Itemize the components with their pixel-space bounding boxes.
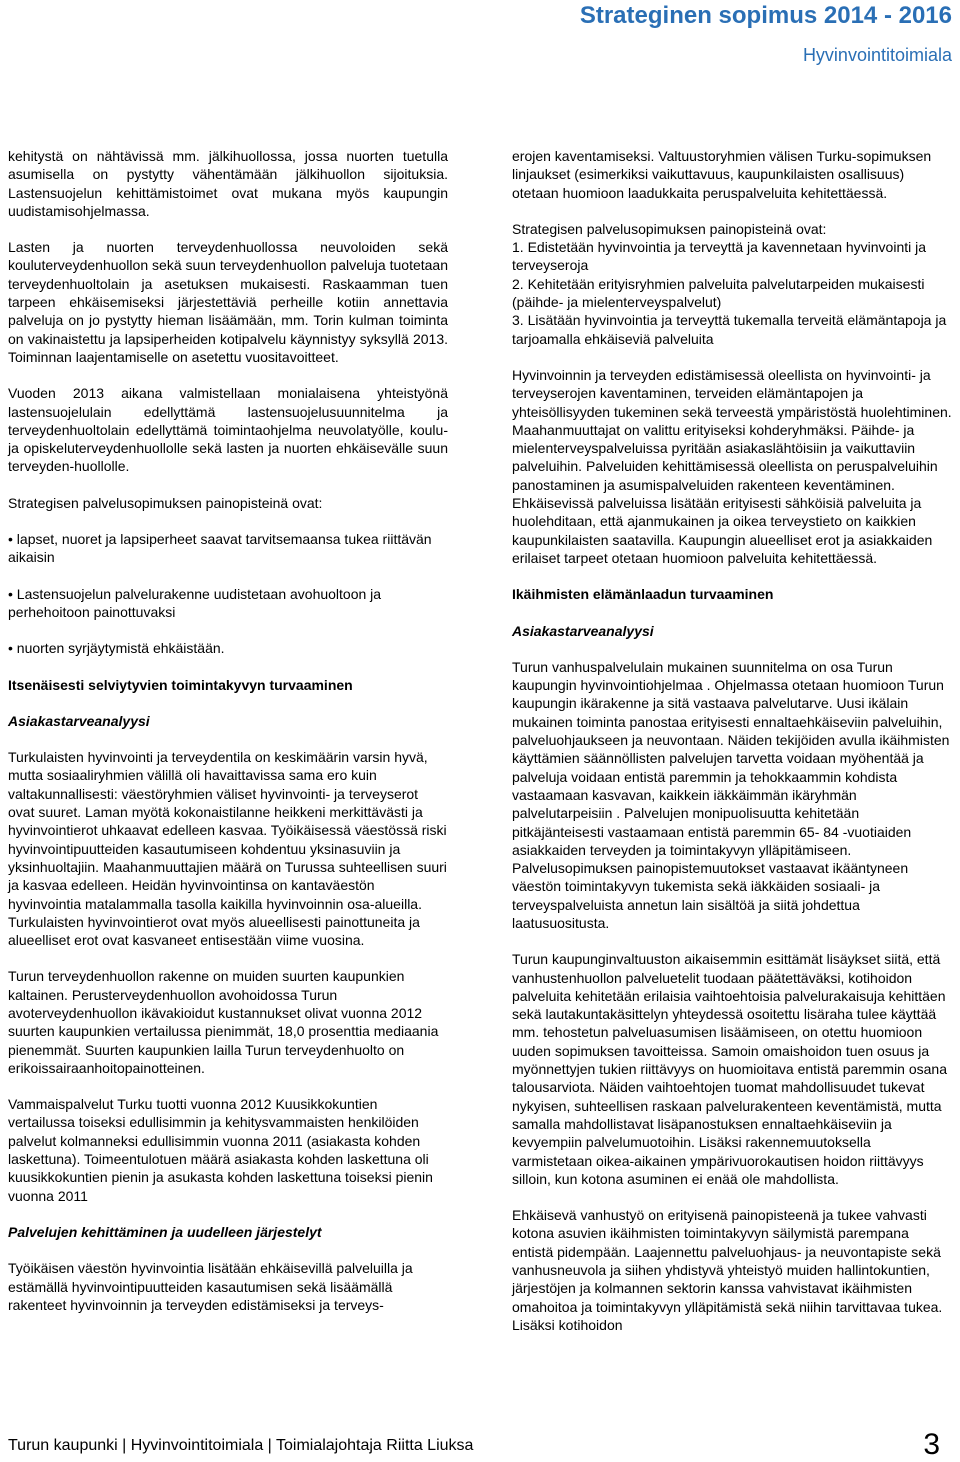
paragraph: Turun kaupunginvaltuuston aikaisemmin esittämät lisäykset siitä, että vanhustenhuollon palveluetelit tuodaan päätettäväksi, kotihoidon palveluita kehitetään erilaisia vaihtoehtoisia palvelurakaisuja kehittäen sekä lautakuntakäsittelyn yhteydessä osoitettu lisäraha tulee käyttää mm. tehostetun palveluasumisen lisäämiseen, on otettu huomioon uuden sopimuksen tavoitteissa. Samoin omaishoidon tuen osuus ja myönnettyjen tukien riittävyys on huomioitava entistä paremmin osana talousarviota. Näiden vaihtoehtojen tuomat mahdollisuudet tukevat nykyisen, suhteellisen raskaan palvelurakenteen keventämistä, mutta samalla mahdollistavat lisäpanostuksen ennaltaehkäiseviin ja kevyempiin palvelumuotoihin. Lisäksi rakennemuutoksella varmistetaan oikea-aikainen ympärivuorokautisen hoidon riittävyys silloin, kun kotona asuminen ei enää ole mahdollista. <box>512 951 947 1187</box>
page-number: 3 <box>923 1428 940 1461</box>
paragraph: Lasten ja nuorten terveydenhuollossa neuvoloiden sekä kouluterveydenhuollon sekä suun terveydenhuollon palveluja tuotetaan terveydenhuoltolain ja asetuksen mukaisesti. Raskaamman tuen tarpeen ehkäisemiseksi järjestettäviä perheille kotiin annettavia palveluja on jo pystytty hieman lisäämään, mm. Torin kulman toiminta on vakinaistettu ja lapsiperheiden kotipalvelu käynnistyy syksyllä 2013. Toiminnan laajentamiselle on asetettu vuositavoitteet. <box>8 239 448 365</box>
paragraph: Turkulaisten hyvinvointi ja terveydentila on keskimäärin varsin hyvä, mutta sosiaaliryhmien välillä oli havaittavissa sama ero kuin valtakunnallisesti: väestöryhmien väliset hyvinvointi- ja terveyserot ovat suuret. Laman myötä kokonaistilanne heikkeni merkittävästi ja hyvinvointierot uhkaavat edelleen kasvaa. Työikäisessä väestössä riski hyvinvointipuutteiden kasautumiseen kohdentuu yksinasuviin ja yksinhuoltajiin. Maahanmuuttajien määrä on Turussa suhteellisen suuri ja kasvaa edelleen. Heidän hyvinvointinsa on kantaväestön hyvinvointia matalammalla tasolla kaikilla hyvinvoinnin osa-alueilla. Turkulaisten hyvinvointierot ovat myös alueellisesti painottuneita ja alueelliset erot ovat kasvaneet entisestään viime vuosina. <box>8 749 447 949</box>
section-heading: Ikäihmisten elämänlaadun turvaaminen <box>512 586 774 603</box>
paragraph: Vuoden 2013 aikana valmistellaan monialaisena yhteistyönä lastensuojelulain edellyttämä lastensuojelusuunnitelma ja terveydenhuoltolain edellyttämä toimintaohjelma neuvolatyölle, koulu- ja opiskeluterveydenhuollolle sekä lasten ja nuorten ehkäisevälle suun terveyden-huollolle. <box>8 385 448 475</box>
list-item: 1. Edistetään hyvinvointia ja terveyttä ja kavennetaan hyvinvointi ja terveyseroja <box>512 239 927 274</box>
paragraph: Strategisen palvelusopimuksen painopisteinä ovat: <box>512 220 827 237</box>
left-column <box>8 147 448 1314</box>
paragraph: erojen kaventamiseksi. Valtuustoryhmien välisen Turku-sopimuksen linjaukset (esimerkiksi vaikuttavuus, kaupunkilaisten osallisuus) otetaan huomioon laadukkaita peruspalveluita kehitettäessä. <box>512 148 932 201</box>
footer-text: Turun kaupunki | Hyvinvointitoimiala | Toimialajohtaja Riitta Liuksa <box>8 1437 474 1454</box>
list-item: • Lastensuojelun palvelurakenne uudistetaan avohuoltoon ja perhehoitoon painottuvaksi <box>8 585 382 620</box>
bullet-list <box>8 530 448 657</box>
section-subheading: Asiakastarveanalyysi <box>8 712 150 729</box>
section-subheading: Palvelujen kehittäminen ja uudelleen järjestelyt <box>8 1223 322 1240</box>
list-item: 2. Kehitetään erityisryhmien palveluita palvelutarpeiden mukaisesti (päihde- ja mielenterveyspalvelut) <box>512 275 925 311</box>
paragraph: Turun terveydenhuollon rakenne on muiden suurten kaupunkien kaltainen. Perusterveydenhuollon avohoidossa Turun avoterveydenhuollon ikävakioidut kustannukset olivat vuonna 2012 suurten kaupunkien vertailussa pienimmät, 18,0 prosenttia mediaania pienemmät. Suurten kaupunkien lailla Turun terveydenhuolto on erikoissairaanhoitopainotteinen. <box>8 968 439 1076</box>
list-item: 3. Lisätään hyvinvointia ja terveyttä tukemalla terveitä elämäntapoja ja tarjoamalla ehkäiseviä palveluita <box>512 312 947 347</box>
section-heading: Itsenäisesti selviytyvien toimintakyvyn turvaaminen <box>8 676 353 693</box>
paragraph: Turun vanhuspalvelulain mukainen suunnitelma on osa Turun kaupungin hyvinvointiohjelmaa . Ohjelmassa otetaan huomioon Turun kaupungin ikärakenne ja sitä vastaava palvelutarve. Uusi ikälain mukainen toiminta panostaa erityisesti ennaltaehkäiseviin palveluihin, palveluohjaukseen ja neuvontaan. Näiden tekijöiden avulla ikäihmisten käyttämien säännöllisten palvelujen tarvetta voidaan myöhentää ja palveluja voidaan entistä paremmin ja tehokkaammin kohdista vastaamaan kasvavan, kaikkein iäkkäimmän ikäryhmän palvelutarpeisiin . Palvelujen monipuolisuutta kehitetään pitkäjänteisesti vastaamaan entistä paremmin 65- 84 -vuotiaiden asiakkaiden terveyden ja toimintakyvyn ylläpitämiseen. Palvelusopimuksen painopistemuutokset vastaavat ikääntyneen väestön toimintakyvyn tukemista sekä iäkkäiden sosiaali- ja terveyspalveluista annetun lain sisältöä ja siitä johdettua laatusuositusta. <box>512 658 950 931</box>
paragraph: Strategisen palvelusopimuksen painopisteinä ovat: <box>8 494 323 511</box>
section-subheading: Asiakastarveanalyysi <box>512 622 654 639</box>
paragraph: Hyvinvoinnin ja terveyden edistämisessä oleellista on hyvinvointi- ja terveyserojen kaventaminen, terveiden elämäntapojen ja yhteisöllisyyden tukeminen sekä terveestä ympäristöstä huolehtiminen. Maahanmuuttajat on valittu erityiseksi kohderyhmäksi. Päihde- ja mielenterveyspalveluissa pyritään asiakaslähtöisiin ja vaikuttaviin palveluihin. Palveluiden kehittämisessä oleellista on peruspalveluihin panostaminen ja asumispalveluiden rakenteen keventäminen. Ehkäisevissä palveluissa lisätään erityisesti sähköisiä palveluita ja huolehditaan, että ajanmukainen ja oikea terveystieto on kaikkien kaupunkilaisten saatavilla. Kaupungin alueelliset erot ja asiakkaiden erilaiset tarpeet otetaan huomioon palveluita kehitettäessä. <box>512 366 952 566</box>
paragraph: Ehkäisevä vanhustyö on erityisenä painopisteenä ja tukee vahvasti kotona asuvien ikäihmisten toimintakyvyn säilymistä parempana entistä pidempään. Laajennettu palveluohjaus- ja neuvontapiste sekä vanhusneuvola ja siihen yhdistyvä yhteistyö muiden hallintokuntien, järjestöjen ja kolmannen sektorin kanssa vahvistavat ikäihmisten omahoitoa ja toimintakyvyn ylläpitämistä sekä niihin tarvittavaa tukea. Lisäksi kotihoidon <box>512 1207 943 1333</box>
document-subtitle: Hyvinvointitoimiala <box>802 45 952 65</box>
numbered-list <box>512 238 952 348</box>
right-column <box>512 147 952 1334</box>
list-item: • nuorten syrjäytymistä ehkäistään. <box>8 640 225 657</box>
document-title: Strateginen sopimus 2014 - 2016 <box>579 2 952 29</box>
paragraph: Työikäisen väestön hyvinvointia lisätään ehkäisevillä palveluilla ja estämällä hyvinvointipuutteiden kasautumisen sekä lisäämällä rakenteet hyvinvoinnin ja terveyden edistämiseksi ja terveys- <box>8 1260 413 1313</box>
paragraph: Vammaispalvelut Turku tuotti vuonna 2012 Kuusikkokuntien vertailussa toiseksi edullisimmin ja kehitysvammaisten henkilöiden palvelut kolmanneksi edullisimmin vuonna 2011 (asiakasta kohden laskettuna). Toimeentulotuen määrä asiakasta kohden laskettuna oli kuusikkokuntien pienin ja asukasta kohden laskettuna toiseksi pienin vuonna 2011 <box>8 1096 433 1204</box>
paragraph: kehitystä on nähtävissä mm. jälkihuollossa, jossa nuorten tuetulla asumisella on pystytty vähentämään jälkihuollon sijoituksia. Lastensuojelun kehittämistoimet ovat mukana myös kaupungin uudistamisohjelmassa. <box>8 148 448 219</box>
list-item: • lapset, nuoret ja lapsiperheet saavat tarvitsemaansa tukea riittävän aikaisin <box>8 531 432 566</box>
